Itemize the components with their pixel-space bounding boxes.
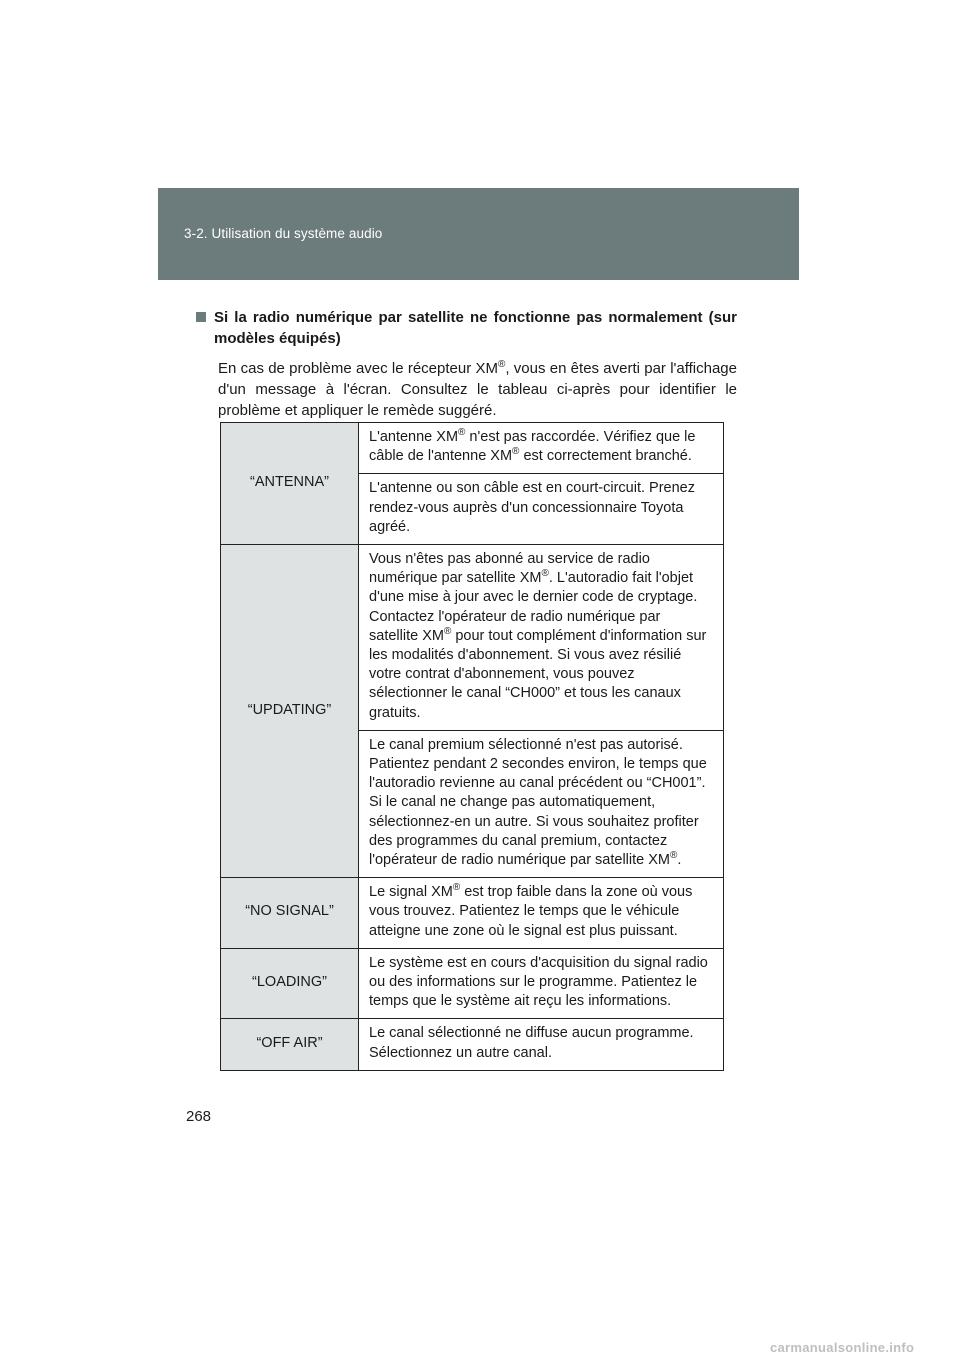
registered-mark: ® xyxy=(443,626,452,637)
remedy-text: Le système est en cours d'acquisition du signal radio ou des informations sur le programme. Patientez le temps que le système ait reçu les informations. xyxy=(369,954,708,1010)
registered-mark: ® xyxy=(458,427,466,439)
remedy-text: Le canal sélectionné ne diffuse aucun programme. Sélectionnez un autre canal. xyxy=(369,1025,694,1061)
section-heading xyxy=(196,307,737,349)
remedy-text: Le signal XM xyxy=(369,884,453,901)
table-row xyxy=(221,423,724,474)
remedy-text: . L'autoradio fait l'objet d'une mise à jour avec le dernier code de cryptage. Contactez l'opérateur de radio numérique par satellite XM xyxy=(369,570,698,644)
section-header-band xyxy=(158,188,799,280)
remedy-cell xyxy=(359,474,724,545)
section-heading-text: Si la radio numérique par satellite ne fonctionne pas normalement (sur modèles équipés) xyxy=(214,309,737,347)
section-title: 3-2. Utilisation du système audio xyxy=(184,226,383,241)
remedy-text: L'antenne XM xyxy=(369,429,459,445)
remedy-text: Vous n'êtes pas abonné au service de radio numérique par satellite XM xyxy=(369,551,650,587)
remedy-text: est correctement branché. xyxy=(519,448,692,465)
table-row xyxy=(221,1019,724,1070)
square-bullet-icon xyxy=(196,312,206,322)
watermark: carmanualsonline.info xyxy=(770,1340,915,1355)
remedy-cell xyxy=(359,948,724,1019)
message-code: “NO SIGNAL” xyxy=(221,878,359,949)
message-code: “ANTENNA” xyxy=(221,423,359,545)
remedy-cell xyxy=(359,878,724,949)
table-row xyxy=(221,948,724,1019)
registered-mark: ® xyxy=(670,850,678,862)
registered-mark: ® xyxy=(512,446,520,458)
page-number: 268 xyxy=(186,1108,212,1125)
registered-mark: ® xyxy=(497,359,506,370)
remedy-cell xyxy=(359,545,724,731)
message-code: “LOADING” xyxy=(221,948,359,1019)
messages-table-body xyxy=(221,423,724,1071)
table-row xyxy=(221,545,724,731)
intro-text: En cas de problème avec le récepteur XM xyxy=(218,360,498,377)
message-code: “OFF AIR” xyxy=(221,1019,359,1070)
remedy-text: Le canal premium sélectionné n'est pas autorisé. Patientez pendant 2 secondes environ, le temps que l'autoradio revienne au canal précédent ou “CH001”. Si le canal ne change pas automatiquement, sélectionnez-en un autre. Si vous souhaitez profiter des programmes du canal premium, contactez l'opérateur de radio numérique par satellite XM xyxy=(369,736,707,869)
troubleshooting-section xyxy=(196,307,737,421)
remedy-cell xyxy=(359,730,724,877)
intro-text: , vous en êtes averti par l'affichage d'un message à l'écran. Consultez le tableau ci-après pour identifier le problème et appliquer le remède suggéré. xyxy=(218,360,737,419)
intro-paragraph xyxy=(218,358,737,421)
remedy-cell xyxy=(359,1019,724,1070)
messages-table xyxy=(220,422,724,1071)
remedy-text: n'est pas raccordée. Vérifiez que le câble de l'antenne XM xyxy=(369,429,696,465)
remedy-text: . xyxy=(677,852,682,869)
remedy-text: est trop faible dans la zone où vous vous trouvez. Patientez le temps que le véhicule atteigne une zone où le signal est plus puissant. xyxy=(369,884,693,939)
remedy-text: L'antenne ou son câble est en court-circuit. Prenez rendez-vous auprès d'un concessionnaire Toyota agréé. xyxy=(369,480,695,535)
registered-mark: ® xyxy=(541,568,549,580)
message-code: “UPDATING” xyxy=(221,545,359,878)
registered-mark: ® xyxy=(452,882,461,894)
remedy-cell xyxy=(359,423,724,474)
table-row xyxy=(221,878,724,949)
remedy-text: pour tout complément d'information sur les modalités d'abonnement. Si vous avez résilié votre contrat d'abonnement, vous pouvez sélectionner le canal “CH000” et tous les canaux gratuits. xyxy=(369,627,707,721)
